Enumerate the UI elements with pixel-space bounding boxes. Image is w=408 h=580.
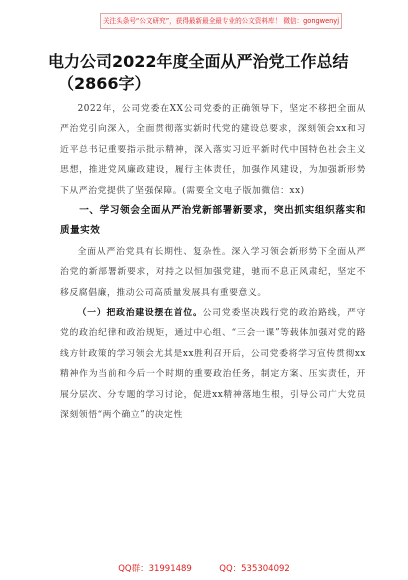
promo-banner <box>100 13 342 29</box>
intro-paragraph: 2022年，公司党委在XX公司党委的正确领导下，坚定不移把全面从严治党引向深入，全面贯彻落实新时代党的建设总要求，深刻领会xx和习近平总书记重要指示批示精神，深入落实习近平新时代中国特色社会主义思想，推进党风廉政建设，履行主体责任，加强作风建设，为加强新形势下从严治党提供了坚强保障。(需要全文电子版加微信：xx) <box>60 104 366 196</box>
document-body <box>60 99 366 426</box>
section-1-paragraph: 全面从严治党具有长期性、复杂性。深入学习领会新形势下全面从严治党的新部署新要求，对持之以恒加强党建，驰而不息正风肃纪，坚定不移反腐倡廉，推动公司高质量发展具有重要意义。 <box>60 246 366 298</box>
contact-footer <box>0 562 408 574</box>
subsection-1-paragraph <box>60 303 366 425</box>
title-line-2: （2866字） <box>58 74 151 93</box>
qq-group-number: QQ群：31991489 <box>118 564 192 574</box>
section-heading-1: 一、学习领会全面从严治党新部署新要求，突出抓实组织落实和质量实效 <box>60 205 366 237</box>
document-title <box>48 51 378 95</box>
qq-number: QQ：535304092 <box>219 564 290 574</box>
title-line-1: 电力公司2022年度全面从严治党工作总结 <box>48 52 349 71</box>
subsection-1-text: 公司党委坚决践行党的政治路线，严守党的政治纪律和政治规矩，通过中心组、“三会一课”等载体加强对党的路线方针政策的学习领会尤其是xx胜利召开后，公司党委将学习宣传贯彻xx精神作为当前和今后一个时期的重要政治任务，制定方案、压实责任，开展分层次、分专题的学习讨论，促进xx精神落地生根，引导公司广大党员深刻领悟“两个确立”的决定性 <box>60 308 366 421</box>
promo-banner-text: 关注头条号“公文研究”，获得最新最全最专业的公文资料库！ 微信：gongwenyj <box>102 17 340 25</box>
subsection-1-lead: （一）把政治建设摆在首位。 <box>77 308 203 319</box>
